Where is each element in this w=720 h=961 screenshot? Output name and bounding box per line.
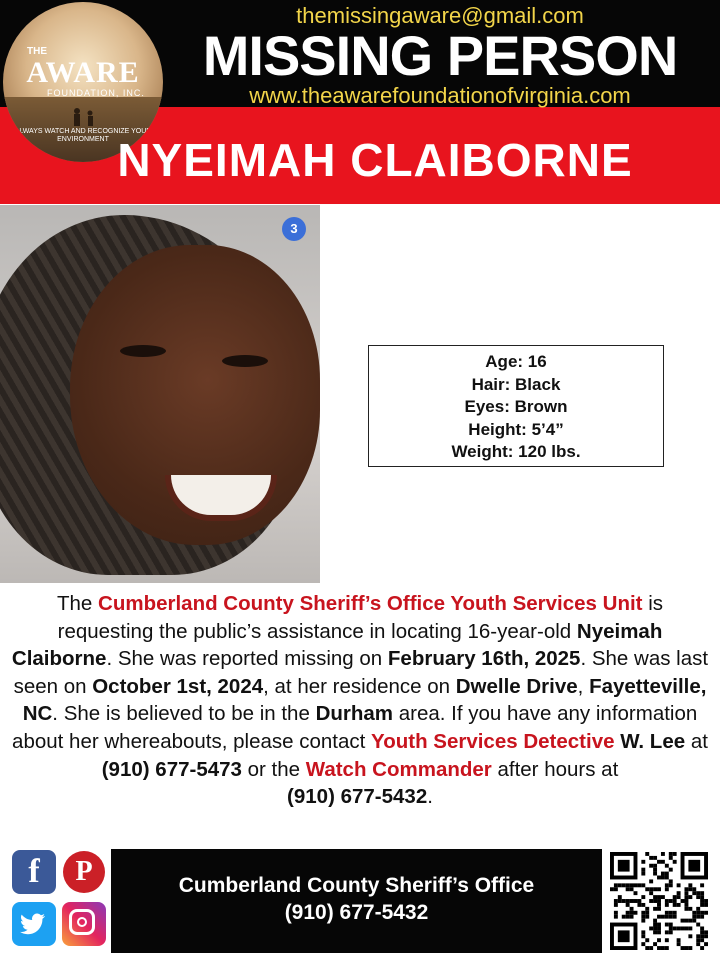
stat-age: Age: 16 [485,352,547,371]
reported-date: February 16th, 2025 [387,647,581,671]
instagram-camera [69,909,95,935]
physical-description-box [368,345,664,467]
desc-text: . [427,785,433,809]
qr-code-icon[interactable] [610,852,708,950]
contact-email: themissingaware@gmail.com [296,3,584,28]
footer-office: Cumberland County Sheriff’s Office [178,874,535,897]
pinterest-letter: P [63,851,105,893]
desc-text: . She was last seen on [13,647,709,698]
desc-text: at [685,729,708,753]
logo-figures-icon [63,108,103,130]
instagram-icon[interactable] [62,902,106,946]
photo-right-eye [222,355,268,367]
desc-text: after hours at [491,757,619,781]
area-name: Durham [315,702,394,726]
person-name: Nyeimah Claiborne [11,619,663,671]
detective-title: Youth Services Detective [371,729,615,753]
street-name: Dwelle Drive [455,674,578,698]
photo-badge-icon: 3 [282,217,306,241]
detective-name: W. Lee [620,729,686,753]
logo-foundation: FOUNDATION, INC. [47,88,145,98]
last-seen-date: October 1st, 2024 [92,674,264,698]
photo-left-eye [120,345,166,357]
agency-name: Cumberland County Sheriff’s Office Youth Services Unit [98,592,643,615]
desc-text: . She was reported missing on [106,647,388,671]
qr-code-graphic [610,852,708,950]
desc-text: or the [241,757,306,781]
city-name: Fayetteville, NC [22,674,707,726]
missing-person-name: NYEIMAH CLAIBORNE [117,134,633,186]
case-description [8,590,712,811]
logo-the: THE [27,46,47,57]
desc-text: . She is believed to be in the [52,702,316,726]
footer-phone: (910) 677-5432 [284,901,429,924]
desc-text: is requesting the public’s assistance in locating 16-year-old [57,592,663,643]
watch-phone: (910) 677-5432 [287,785,428,809]
detective-phone: (910) 677-5473 [101,757,242,781]
logo-tagline: ALWAYS WATCH AND RECOGNIZE YOUR ENVIRONMENT [14,128,152,143]
desc-text: area. If you have any information about her whereabouts, please contact [12,702,698,753]
facebook-icon[interactable]: f [12,850,56,894]
desc-text: , at her residence on [263,674,456,698]
twitter-bird-icon [12,902,56,946]
footer-contact-box [111,849,602,953]
website-url: www.theawarefoundationofvirginia.com [249,83,631,108]
missing-person-photo [0,205,320,583]
pinterest-icon[interactable] [62,850,106,894]
logo-aware: AWARE [26,56,140,89]
social-icons [12,850,108,950]
desc-text: , [577,674,590,698]
page-title: MISSING PERSON [202,24,678,87]
desc-text: The [56,592,99,615]
watch-commander: Watch Commander [305,757,492,781]
stat-hair: Hair: Black [471,374,561,394]
stat-height: Height: 5’4” [468,419,564,439]
stat-weight: Weight: 120 lbs. [451,442,581,461]
stat-eyes: Eyes: Brown [464,397,568,416]
twitter-icon[interactable] [12,902,56,946]
